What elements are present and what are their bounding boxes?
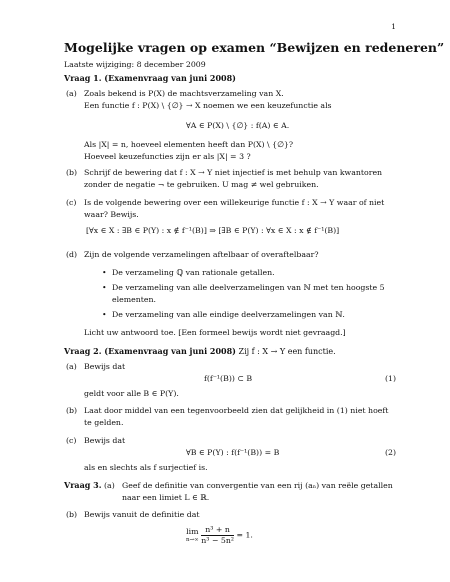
fraction-tail: = 1. bbox=[236, 530, 253, 540]
q1c-label: (c) bbox=[66, 198, 77, 207]
q1b-text: Schrijf de bewering dat f : X → Y niet injectief is met behulp van kwantoren zonder de negatie ¬ te gebruiken. U mag ≠ wel gebruiken. bbox=[84, 168, 383, 190]
limit-operator bbox=[186, 527, 199, 545]
q2b-text: Laat door middel van een tegenvoorbeeld zien dat gelijkheid in (1) niet hoeft te gelden. bbox=[84, 406, 389, 428]
bullet-text: De verzameling ℚ van rationale getallen. bbox=[112, 268, 275, 277]
q1d-bullet-1 bbox=[102, 267, 394, 279]
q1d-label: (d) bbox=[66, 250, 78, 259]
q2a-formula: f(f⁻¹(B)) ⊂ B bbox=[204, 374, 253, 383]
lim-text: lim bbox=[186, 526, 199, 536]
q3a bbox=[104, 480, 396, 505]
q2a-label: (a) bbox=[66, 362, 77, 371]
q2-heading bbox=[64, 346, 336, 356]
fraction-numerator: n³ + n bbox=[201, 525, 234, 536]
q3a-label: (a) bbox=[104, 481, 115, 490]
page-number: 1 bbox=[391, 22, 396, 31]
q3b-formula bbox=[186, 525, 253, 546]
q2c bbox=[66, 435, 396, 447]
bullet-icon: • bbox=[102, 283, 107, 292]
q3b-label: (b) bbox=[66, 510, 78, 519]
q1c-formula: [∀x ∈ X : ∃B ∈ P(Y) : x ∉ f⁻¹(B)] ⇒ [∃B ∈ P(Y) : ∀x ∈ X : x ∉ f⁻¹(B)] bbox=[86, 226, 340, 235]
bullet-text: De verzameling van alle deelverzamelingen van ℕ met ten hoogste 5 elementen. bbox=[112, 283, 385, 305]
q3a-text: Geef de definitie van convergentie van een rij (aₙ) van reële getallen naar een limiet L ∈ ℝ. bbox=[122, 481, 393, 503]
lim-subscript: n→∞ bbox=[186, 536, 199, 543]
last-modified: Laatste wijziging: 8 december 2009 bbox=[64, 60, 206, 69]
q3-heading bbox=[64, 480, 102, 490]
q1-heading: Vraag 1. (Examenvraag van juni 2008) bbox=[64, 73, 236, 83]
bullet-text: De verzameling van alle eindige deelverzamelingen van ℕ. bbox=[112, 310, 345, 319]
fraction bbox=[201, 525, 234, 546]
q1a-line3: Als |X| = n, hoeveel elementen heeft dan P(X) \ {∅}? bbox=[84, 140, 294, 149]
q1a-formula: ∀A ∈ P(X) \ {∅} : f(A) ∈ A. bbox=[186, 121, 290, 130]
q1a-line2: Een functie f : P(X) \ {∅} → X noemen we een keuzefunctie als bbox=[84, 101, 332, 111]
q1d-bullet-2 bbox=[102, 282, 394, 307]
page-title: Mogelijke vragen op examen “Bewijzen en redeneren” bbox=[64, 40, 445, 55]
q1d bbox=[66, 249, 396, 261]
fraction-denominator: n³ − 5n² bbox=[201, 536, 234, 545]
bullet-icon: • bbox=[102, 268, 107, 277]
q1c bbox=[66, 197, 396, 222]
q2c-after: als en slechts als f surjectief is. bbox=[84, 463, 208, 472]
q1a-line4: Hoeveel keuzefuncties zijn er als |X| = 3 ? bbox=[84, 152, 251, 162]
q1a-questions bbox=[84, 139, 396, 164]
q2a-text: Bewijs dat bbox=[84, 362, 126, 371]
q3b-text: Bewijs vanuit de definitie dat bbox=[84, 510, 200, 519]
q2b-label: (b) bbox=[66, 406, 78, 415]
q2c-eqno: (2) bbox=[384, 448, 396, 457]
q1a-line1: Zoals bekend is P(X) de machtsverzameling van X. bbox=[84, 89, 284, 98]
q3-heading-bold: Vraag 3. bbox=[64, 480, 102, 490]
q2c-formula: ∀B ∈ P(Y) : f(f⁻¹(B)) = B bbox=[186, 448, 280, 457]
q1d-note: Licht uw antwoord toe. [Een formeel bewijs wordt niet gevraagd.] bbox=[84, 328, 346, 337]
q1a bbox=[66, 88, 396, 113]
q1a-label: (a) bbox=[66, 89, 77, 98]
q2-heading-bold: Vraag 2. (Examenvraag van juni 2008) bbox=[64, 346, 236, 356]
bullet-icon: • bbox=[102, 310, 107, 319]
q2a-eqno: (1) bbox=[384, 374, 396, 383]
q2b bbox=[66, 405, 396, 430]
q2-heading-rest: Zij f : X → Y een functie. bbox=[235, 347, 336, 356]
q1d-bullet-3 bbox=[102, 309, 394, 321]
q1d-text: Zijn de volgende verzamelingen aftelbaar of overaftelbaar? bbox=[84, 250, 319, 259]
q2a bbox=[66, 361, 396, 373]
q3b bbox=[66, 509, 396, 521]
q2c-text: Bewijs dat bbox=[84, 436, 126, 445]
q2c-label: (c) bbox=[66, 436, 77, 445]
q1c-text: Is de volgende bewering over een willekeurige functie f : X → Y waar of niet waar? Bewijs. bbox=[84, 198, 385, 220]
q2a-after: geldt voor alle B ∈ P(Y). bbox=[84, 389, 179, 398]
q1b-label: (b) bbox=[66, 168, 78, 177]
q1b bbox=[66, 167, 396, 192]
